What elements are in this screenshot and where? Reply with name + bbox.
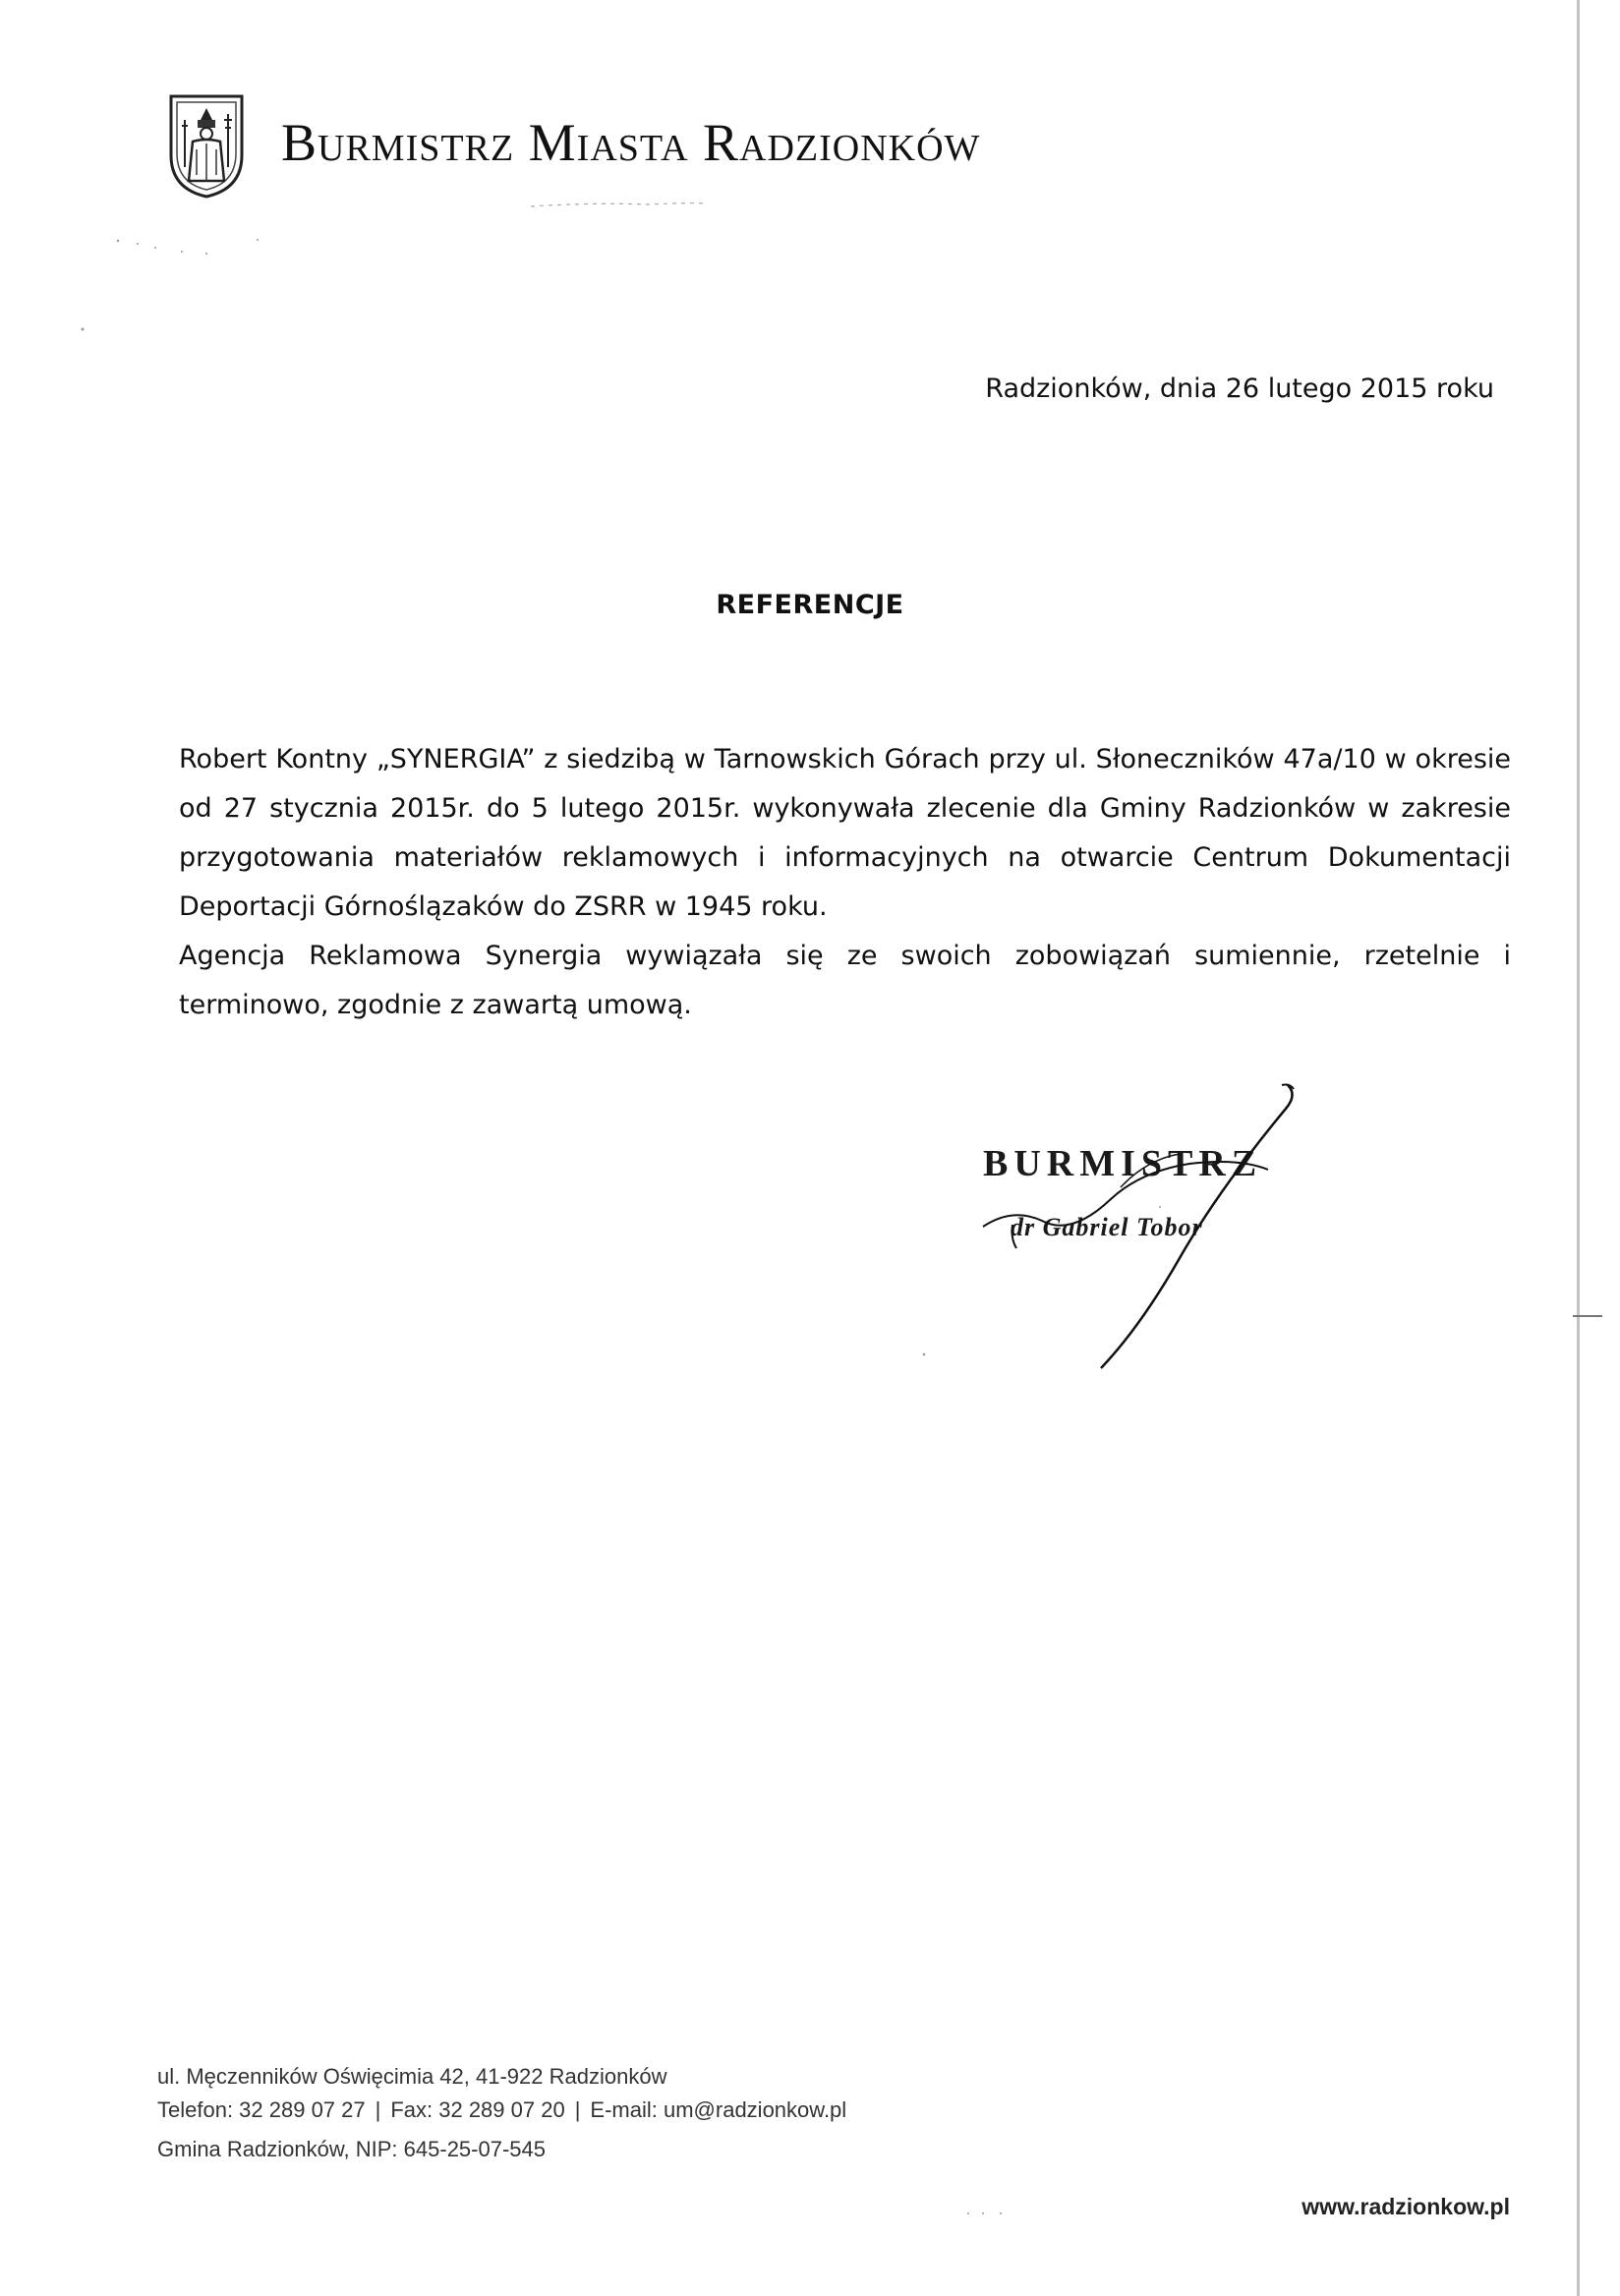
footer-nip: Gmina Radzionków, NIP: 645-25-07-545	[157, 2137, 546, 2161]
stamp-title: BURMISTRZ	[983, 1143, 1263, 1184]
footer-separator: |	[574, 2097, 581, 2122]
body-paragraph-2: Agencja Reklamowa Synergia wywiązała się ze swoich zobowiązań sumiennie, rzetelnie i terminowo, zgodnie z zawartą umową.	[179, 941, 1511, 1020]
footer-separator: |	[375, 2097, 381, 2122]
footer-fax: Fax: 32 289 07 20	[390, 2097, 565, 2122]
footer-website: www.radzionkow.pl	[1302, 2194, 1510, 2219]
body-paragraph-1: Robert Kontny „SYNERGIA” z siedzibą w Tarnowskich Górach przy ul. Słoneczników 47a/10 w okresie od 27 stycznia 2015r. do 5 lutego 2015r. wykonywała zlecenie dla Gminy Radzionków w zakresie przygotowania materiałów reklamowych i informacyjnych na otwarcie Centrum Dokumentacji Deportacji Górnoślązaków do ZSRR w 1945 roku.	[179, 744, 1511, 922]
footer-phone: Telefon: 32 289 07 27	[157, 2097, 366, 2122]
stamp-name: dr Gabriel Tobor	[1011, 1213, 1203, 1241]
document-title: REFERENCJE	[716, 590, 904, 620]
footer-address: ul. Męczenników Oświęcimia 42, 41-922 Radzionków	[157, 2064, 667, 2089]
letterhead-title: Burmistrz Miasta Radzionków	[281, 113, 981, 172]
footer-email: E-mail: um@radzionkow.pl	[590, 2097, 847, 2122]
letter-date: Radzionków, dnia 26 lutego 2015 roku	[985, 373, 1494, 404]
